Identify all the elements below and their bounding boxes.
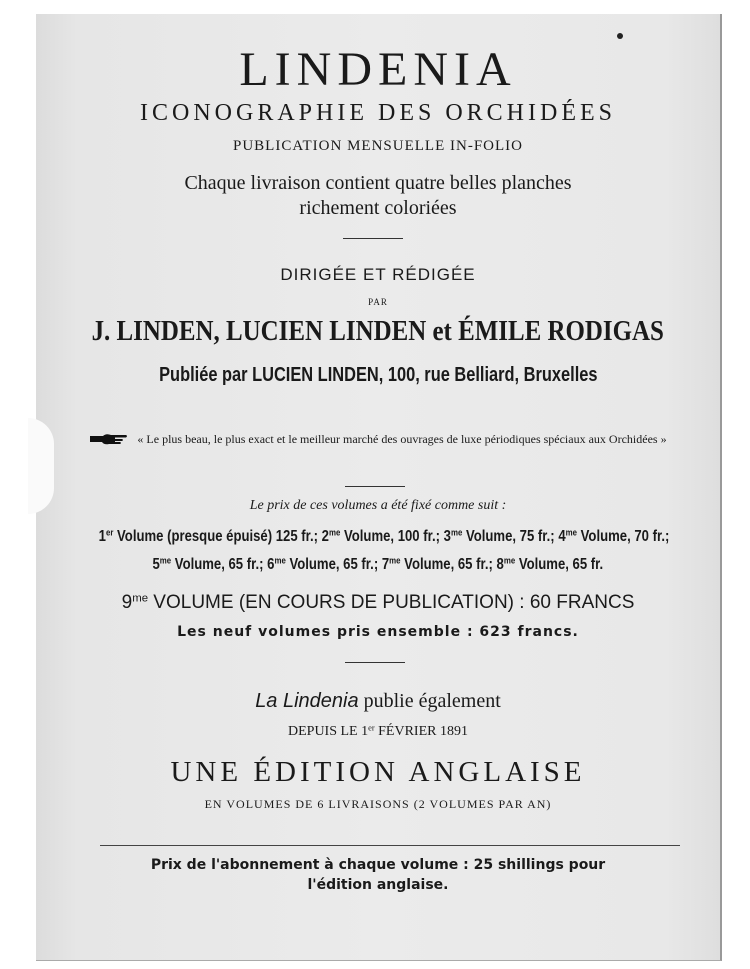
volume-price-text: Volume (presque épuisé) 125 fr.; xyxy=(113,528,322,545)
ninth-volume-price xyxy=(36,592,720,614)
volume-ordinal-suffix: me xyxy=(450,527,463,539)
since-pre: DEPUIS LE 1 xyxy=(288,724,369,739)
volume-ordinal-suffix: me xyxy=(274,555,287,567)
par-label: PAR xyxy=(368,297,388,307)
since-sup: er xyxy=(368,723,375,733)
volume-ordinal-suffix: me xyxy=(503,555,516,567)
authors-line xyxy=(36,315,720,348)
volumes-per-year: EN VOLUMES DE 6 LIVRAISONS (2 VOLUMES PAR AN) xyxy=(204,797,552,811)
divider-rule xyxy=(345,486,405,487)
volume-ordinal-suffix: er xyxy=(105,527,114,539)
quote-line xyxy=(36,432,720,447)
journal-subtitle: ICONOGRAPHIE DES ORCHIDÉES xyxy=(139,100,616,126)
english-edition-heading: UNE ÉDITION ANGLAISE xyxy=(170,756,586,788)
volume-price-text: Volume, 65 fr.; xyxy=(286,556,383,573)
publication-frequency: PUBLICATION MENSUELLE IN-FOLIO xyxy=(233,138,523,154)
volume-price-text: Volume, 65 fr.; xyxy=(400,556,497,573)
divider-rule xyxy=(343,238,403,239)
pointing-hand-icon xyxy=(89,434,131,446)
description-line-1: Chaque livraison contient quatre belles planches xyxy=(184,172,572,194)
volume-price-text: Volume, 65 fr.; xyxy=(171,556,268,573)
subscription-line-1: Prix de l'abonnement à chaque volume : 25 shillings pour xyxy=(150,857,606,873)
volume-ordinal-suffix: me xyxy=(389,555,401,567)
volume-ordinal-suffix: me xyxy=(565,527,578,539)
authors-text: J. LINDEN, LUCIEN LINDEN et ÉMILE RODIGAS xyxy=(91,315,665,347)
volume-ordinal: 8 xyxy=(496,556,504,573)
also-rest: publie également xyxy=(358,690,501,712)
volume-ordinal: 1 xyxy=(98,528,106,545)
publisher-text: Publiée par LUCIEN LINDEN, 100, rue Belliard, Bruxelles xyxy=(158,364,598,386)
lindenia-italic: La Lindenia xyxy=(255,690,359,712)
ninth-num: 9 xyxy=(121,592,133,613)
volume-ordinal-suffix: me xyxy=(328,527,341,539)
volume-price-text: Volume, 75 fr.; xyxy=(462,528,559,545)
since-post: FÉVRIER 1891 xyxy=(374,724,468,739)
ninth-text: VOLUME (EN COURS DE PUBLICATION) : 60 FRANCS xyxy=(148,592,635,613)
quote-text: « Le plus beau, le plus exact et le meilleur marché des ouvrages de luxe périodiques spéciaux aux Orchidées » xyxy=(137,432,667,446)
journal-title: LINDENIA xyxy=(239,43,517,96)
volume-prices-line-1 xyxy=(36,528,720,546)
also-publishes xyxy=(36,690,720,713)
volume-ordinal: 2 xyxy=(321,528,329,545)
paper-sheet xyxy=(36,14,722,961)
price-intro: Le prix de ces volumes a été fixé comme suit : xyxy=(249,498,507,513)
volume-ordinal: 7 xyxy=(382,556,390,573)
volume-ordinal: 5 xyxy=(152,556,160,573)
volume-ordinal: 4 xyxy=(558,528,566,545)
volume-prices-1 xyxy=(99,528,670,546)
volume-ordinal-suffix: me xyxy=(159,555,172,567)
volume-price-text: Volume, 100 fr.; xyxy=(340,528,444,545)
volume-ordinal: 6 xyxy=(267,556,275,573)
volume-prices-line-2 xyxy=(36,556,720,574)
ink-speck xyxy=(617,33,623,39)
since-date xyxy=(36,724,720,740)
directed-by-heading: DIRIGÉE ET RÉDIGÉE xyxy=(280,265,476,284)
divider-rule xyxy=(345,662,405,663)
ninth-sup: me xyxy=(132,592,149,605)
volume-price-text: Volume, 70 fr.; xyxy=(577,528,670,545)
publisher-line xyxy=(36,364,720,387)
volume-prices-2 xyxy=(153,556,604,574)
subscription-line-2: l'édition anglaise. xyxy=(307,877,449,893)
description-line-2: richement coloriées xyxy=(299,197,457,219)
divider-rule xyxy=(100,845,680,846)
nine-volumes-total: Les neuf volumes pris ensemble : 623 francs. xyxy=(177,624,579,640)
volume-price-text: Volume, 65 fr. xyxy=(515,556,604,573)
volume-ordinal: 3 xyxy=(443,528,451,545)
